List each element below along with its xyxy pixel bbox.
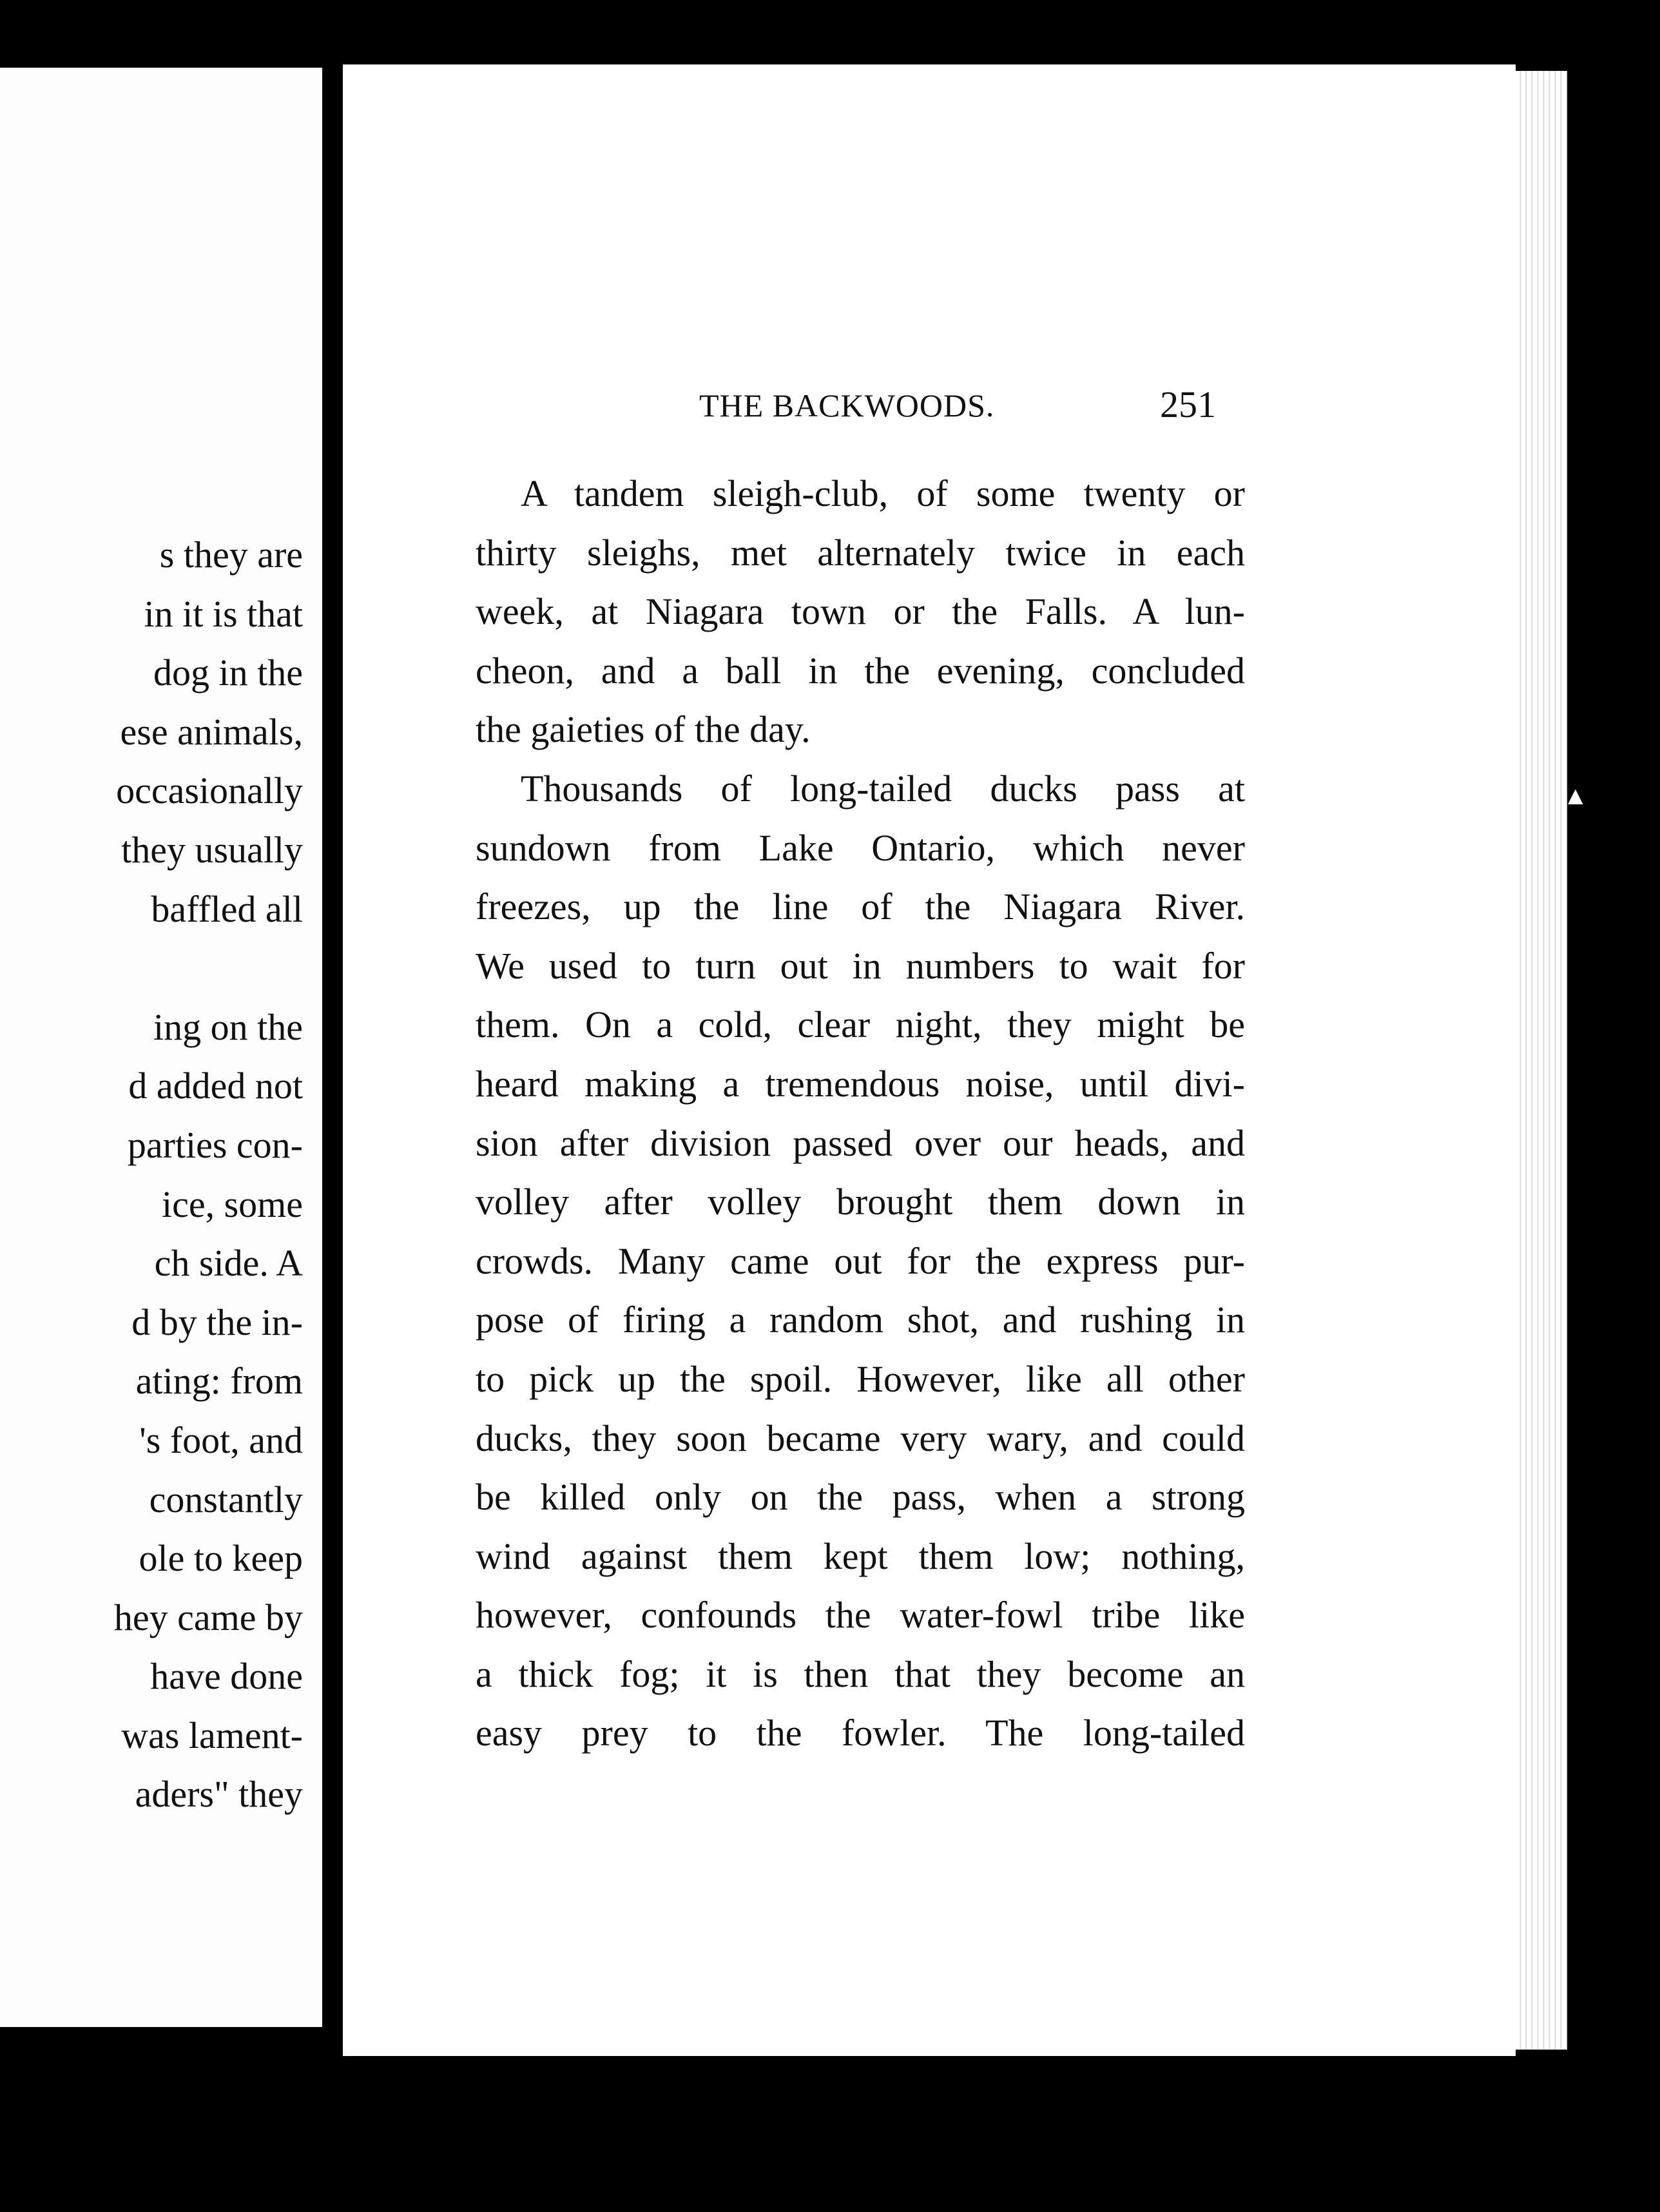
previous-page-line: ole to keep — [139, 1537, 303, 1580]
text-line: the gaieties of the day. — [476, 708, 811, 751]
previous-page-line: was lament- — [121, 1714, 303, 1756]
text-line: Thousands of long-tailed ducks pass at — [521, 767, 1245, 810]
previous-page-text — [0, 525, 303, 1824]
text-line: wind against them kept them low; nothing, — [476, 1535, 1245, 1577]
previous-page-line: baffled all — [151, 888, 303, 930]
previous-page — [0, 68, 322, 2027]
text-line: volley after volley brought them down in — [476, 1181, 1245, 1223]
text-line: to pick up the spoil. However, like all other — [476, 1357, 1245, 1400]
text-line: heard making a tremendous noise, until divi- — [476, 1062, 1245, 1105]
text-line: cheon, and a ball in the evening, concluded — [476, 649, 1245, 692]
text-line: freezes, up the line of the Niagara River. — [476, 886, 1245, 928]
previous-page-line: constantly — [149, 1478, 303, 1520]
previous-page-line: in it is that — [144, 592, 303, 635]
previous-page-line: ating: from — [135, 1360, 303, 1402]
previous-page-line: 's foot, and — [139, 1419, 303, 1461]
previous-page-line: occasionally — [116, 770, 303, 812]
text-line: sundown from Lake Ontario, which never — [476, 826, 1245, 869]
text-line: be killed only on the pass, when a strong — [476, 1476, 1245, 1518]
previous-page-line: dog in the — [153, 652, 303, 694]
running-head: THE BACKWOODS. — [699, 387, 995, 423]
book-gutter — [322, 77, 343, 2024]
text-line: easy prey to the fowler. The long-tailed — [476, 1712, 1245, 1754]
page-edges — [1516, 71, 1567, 2050]
previous-page-line: d by the in- — [131, 1301, 303, 1343]
previous-page-line: ch side. A — [154, 1242, 303, 1285]
text-line: however, confounds the water-fowl tribe like — [476, 1594, 1245, 1636]
previous-page-line: have done — [150, 1655, 303, 1698]
page-body — [476, 464, 1245, 1763]
previous-page-line: s they are — [159, 534, 303, 576]
previous-page-line: d added not — [128, 1065, 303, 1107]
text-line: ducks, they soon became very wary, and could — [476, 1417, 1245, 1459]
page-number: 251 — [1160, 383, 1216, 425]
previous-page-line: ing on the — [153, 1005, 303, 1048]
text-line: A tandem sleigh-club, of some twenty or — [521, 472, 1245, 514]
text-line: thirty sleighs, met alternately twice in each — [476, 531, 1245, 574]
text-line: crowds. Many came out for the express pur- — [476, 1239, 1245, 1282]
text-line: them. On a cold, clear night, they might be — [476, 1004, 1245, 1046]
previous-page-line: they usually — [121, 828, 303, 871]
previous-page-paragraph-break — [0, 938, 303, 998]
previous-page-line: aders" they — [135, 1773, 303, 1816]
previous-page-line: ese animals, — [120, 710, 303, 753]
previous-page-line: hey came by — [113, 1596, 303, 1638]
previous-page-line: ice, some — [161, 1183, 303, 1225]
text-line: We used to turn out in numbers to wait for — [476, 944, 1245, 987]
text-line: sion after division passed over our heads, and — [476, 1121, 1245, 1164]
text-line: week, at Niagara town or the Falls. A lun- — [476, 590, 1245, 633]
text-line: pose of firing a random shot, and rushing in — [476, 1299, 1245, 1341]
previous-page-line: parties con- — [127, 1123, 303, 1166]
dust-speck: ▲ — [1563, 781, 1588, 810]
text-line: a thick fog; it is then that they become an — [476, 1653, 1245, 1695]
